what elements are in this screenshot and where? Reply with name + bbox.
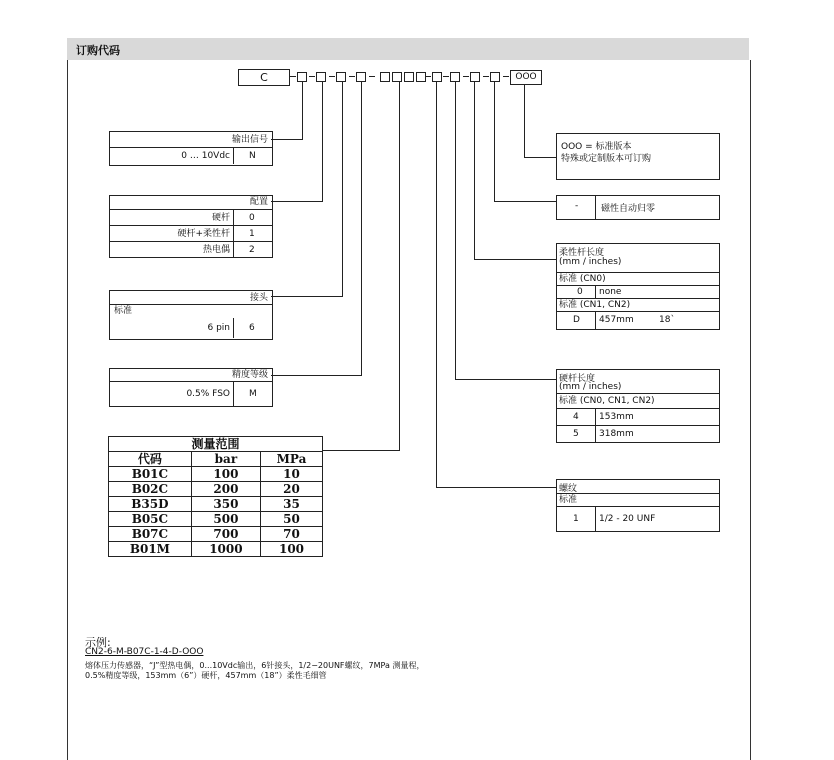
- range-code: B05C: [109, 512, 192, 527]
- config-label: 热电偶: [202, 245, 230, 255]
- auto-zero-box: [556, 195, 720, 220]
- code-slot: [356, 72, 366, 82]
- thread-title: 螺纹: [559, 484, 578, 494]
- config-label: 硬杆: [211, 213, 230, 223]
- rigid-code: 4: [573, 412, 579, 422]
- range-row: [109, 542, 323, 557]
- version-line-2: 特殊或定制版本可订购: [561, 154, 652, 164]
- accuracy-desc: 0.5% FSO: [186, 389, 230, 399]
- flex-length-box: [556, 243, 720, 330]
- code-suffix-box: OOO: [510, 70, 542, 85]
- code-slot: [392, 72, 402, 82]
- rigid-row: [557, 425, 719, 443]
- example-title: 示例:: [85, 636, 111, 649]
- connector-standard: 标准: [114, 306, 133, 316]
- connector-line: [302, 82, 303, 139]
- connector-line: [323, 450, 400, 451]
- connector-line: [474, 82, 475, 259]
- connector-line: [455, 379, 556, 380]
- version-box: [556, 133, 720, 180]
- measuring-range-table: [108, 436, 323, 557]
- version-line-1: OOO = 标准版本: [561, 142, 632, 152]
- connector-line: [271, 296, 343, 297]
- code-slot: [490, 72, 500, 82]
- connector-line: [271, 375, 362, 376]
- range-row: [109, 467, 323, 482]
- connector-line: [271, 139, 303, 140]
- connector-code: 6: [249, 323, 255, 333]
- connector-line: [474, 259, 556, 260]
- range-code: B01M: [109, 542, 192, 557]
- accuracy-code: M: [249, 389, 257, 399]
- config-label: 硬杆+柔性杆: [177, 229, 230, 239]
- connector-line: [524, 84, 525, 157]
- rigid-code: 5: [573, 429, 579, 439]
- flex-row1-code: 0: [577, 287, 583, 297]
- connector-line: [524, 157, 556, 158]
- rigid-value: 153mm: [599, 412, 634, 422]
- auto-zero-label: 磁性自动归零: [601, 204, 656, 214]
- rigid-row: [557, 408, 719, 426]
- config-row: [110, 241, 272, 258]
- rigid-length-box: [556, 369, 720, 443]
- code-dash: [425, 76, 431, 77]
- code-dash: [503, 76, 509, 77]
- range-mpa: 50: [261, 512, 323, 527]
- code-slot: [416, 72, 426, 82]
- code-slot: [470, 72, 480, 82]
- code-dash: [309, 76, 315, 77]
- connector-desc: 6 pin: [207, 323, 230, 333]
- config-code: 0: [249, 213, 255, 223]
- connector-box: [109, 290, 273, 340]
- rigid-title: 硬杆长度: [559, 374, 596, 384]
- connector-line: [436, 487, 556, 488]
- range-mpa: 35: [261, 497, 323, 512]
- flex-row2-value: 457mm: [599, 315, 634, 325]
- connector-line: [436, 82, 437, 487]
- row-divider: [233, 226, 234, 242]
- code-slot: [336, 72, 346, 82]
- range-row: [109, 482, 323, 497]
- connector-line: [455, 82, 456, 379]
- range-bar: 1000: [191, 542, 260, 557]
- output-code: N: [249, 151, 256, 161]
- config-box: [109, 195, 273, 258]
- connector-line: [399, 82, 400, 450]
- config-row: [110, 225, 272, 242]
- row-divider: [595, 409, 596, 426]
- flex-unit: (mm / inches): [559, 257, 622, 267]
- section-title: 订购代码: [76, 44, 120, 57]
- connector-line: [322, 82, 323, 202]
- example-line-2: 0.5%精度等级，153mm（6”）硬杆，457mm（18”）柔性毛细管: [85, 671, 327, 680]
- range-bar: 100: [191, 467, 260, 482]
- range-header-code: 代码: [109, 452, 192, 467]
- connector-line: [494, 82, 495, 201]
- output-desc: 0 … 10Vdc: [181, 151, 230, 161]
- range-row: [109, 497, 323, 512]
- row-divider: [233, 210, 234, 226]
- rigid-unit: (mm / inches): [559, 382, 622, 392]
- range-row: [109, 527, 323, 542]
- range-code: B02C: [109, 482, 192, 497]
- range-bar: 700: [191, 527, 260, 542]
- section-header: [67, 38, 749, 60]
- code-slot: [297, 72, 307, 82]
- row-divider: [233, 242, 234, 258]
- flex-standard-cn12: 标准 (CN1, CN2): [559, 300, 631, 310]
- accuracy-box: [109, 368, 273, 407]
- range-title: 测量范围: [109, 437, 323, 452]
- code-dash: [369, 76, 375, 77]
- output-title: 输出信号: [231, 135, 268, 145]
- code-dash: [349, 76, 355, 77]
- thread-code: 1: [573, 514, 579, 524]
- thread-value: 1/2 - 20 UNF: [599, 514, 656, 524]
- flex-row2-code: D: [573, 315, 580, 325]
- config-title: 配置: [249, 197, 268, 207]
- code-slot: [380, 72, 390, 82]
- connector-line: [342, 82, 343, 296]
- flex-title: 柔性杆长度: [559, 248, 605, 258]
- code-dash: [329, 76, 335, 77]
- flex-row2-inches: 18`: [659, 315, 675, 325]
- example-code: CN2-6-M-B07C-1-4-D-OOO: [85, 647, 204, 657]
- range-mpa: 100: [261, 542, 323, 557]
- range-mpa: 10: [261, 467, 323, 482]
- auto-zero-code: -: [575, 201, 579, 211]
- thread-box: [556, 479, 720, 532]
- range-bar: 200: [191, 482, 260, 497]
- range-mpa: 20: [261, 482, 323, 497]
- code-dash: [463, 76, 469, 77]
- code-prefix-box: C: [238, 69, 290, 86]
- connector-line: [494, 201, 556, 202]
- code-slot: [316, 72, 326, 82]
- config-code: 1: [249, 229, 255, 239]
- accuracy-title: 精度等级: [231, 370, 268, 380]
- range-mpa: 70: [261, 527, 323, 542]
- code-dash: [483, 76, 489, 77]
- rigid-standard: 标准 (CN0, CN1, CN2): [559, 396, 655, 406]
- range-header-bar: bar: [191, 452, 260, 467]
- connector-title: 接头: [249, 293, 268, 303]
- config-code: 2: [249, 245, 255, 255]
- range-code: B07C: [109, 527, 192, 542]
- range-header-mpa: MPa: [261, 452, 323, 467]
- range-row: [109, 512, 323, 527]
- range-code: B01C: [109, 467, 192, 482]
- config-row: [110, 209, 272, 226]
- code-slot: [404, 72, 414, 82]
- code-slot: [432, 72, 442, 82]
- example-line-1: 熔体压力传感器，“J”型热电偶，0...10Vdc输出，6针接头，1/2−20UNF螺纹，7MPa 测量程，: [85, 661, 425, 670]
- output-signal-box: [109, 131, 273, 166]
- code-slot: [450, 72, 460, 82]
- thread-standard: 标准: [559, 495, 578, 505]
- connector-line: [271, 201, 323, 202]
- range-bar: 500: [191, 512, 260, 527]
- range-bar: 350: [191, 497, 260, 512]
- row-divider: [595, 426, 596, 443]
- flex-standard-cn0: 标准 (CN0): [559, 274, 606, 284]
- range-code: B35D: [109, 497, 192, 512]
- code-dash: [443, 76, 449, 77]
- rigid-value: 318mm: [599, 429, 634, 439]
- connector-line: [361, 82, 362, 375]
- code-dash: [290, 76, 296, 77]
- flex-row1-value: none: [599, 287, 622, 297]
